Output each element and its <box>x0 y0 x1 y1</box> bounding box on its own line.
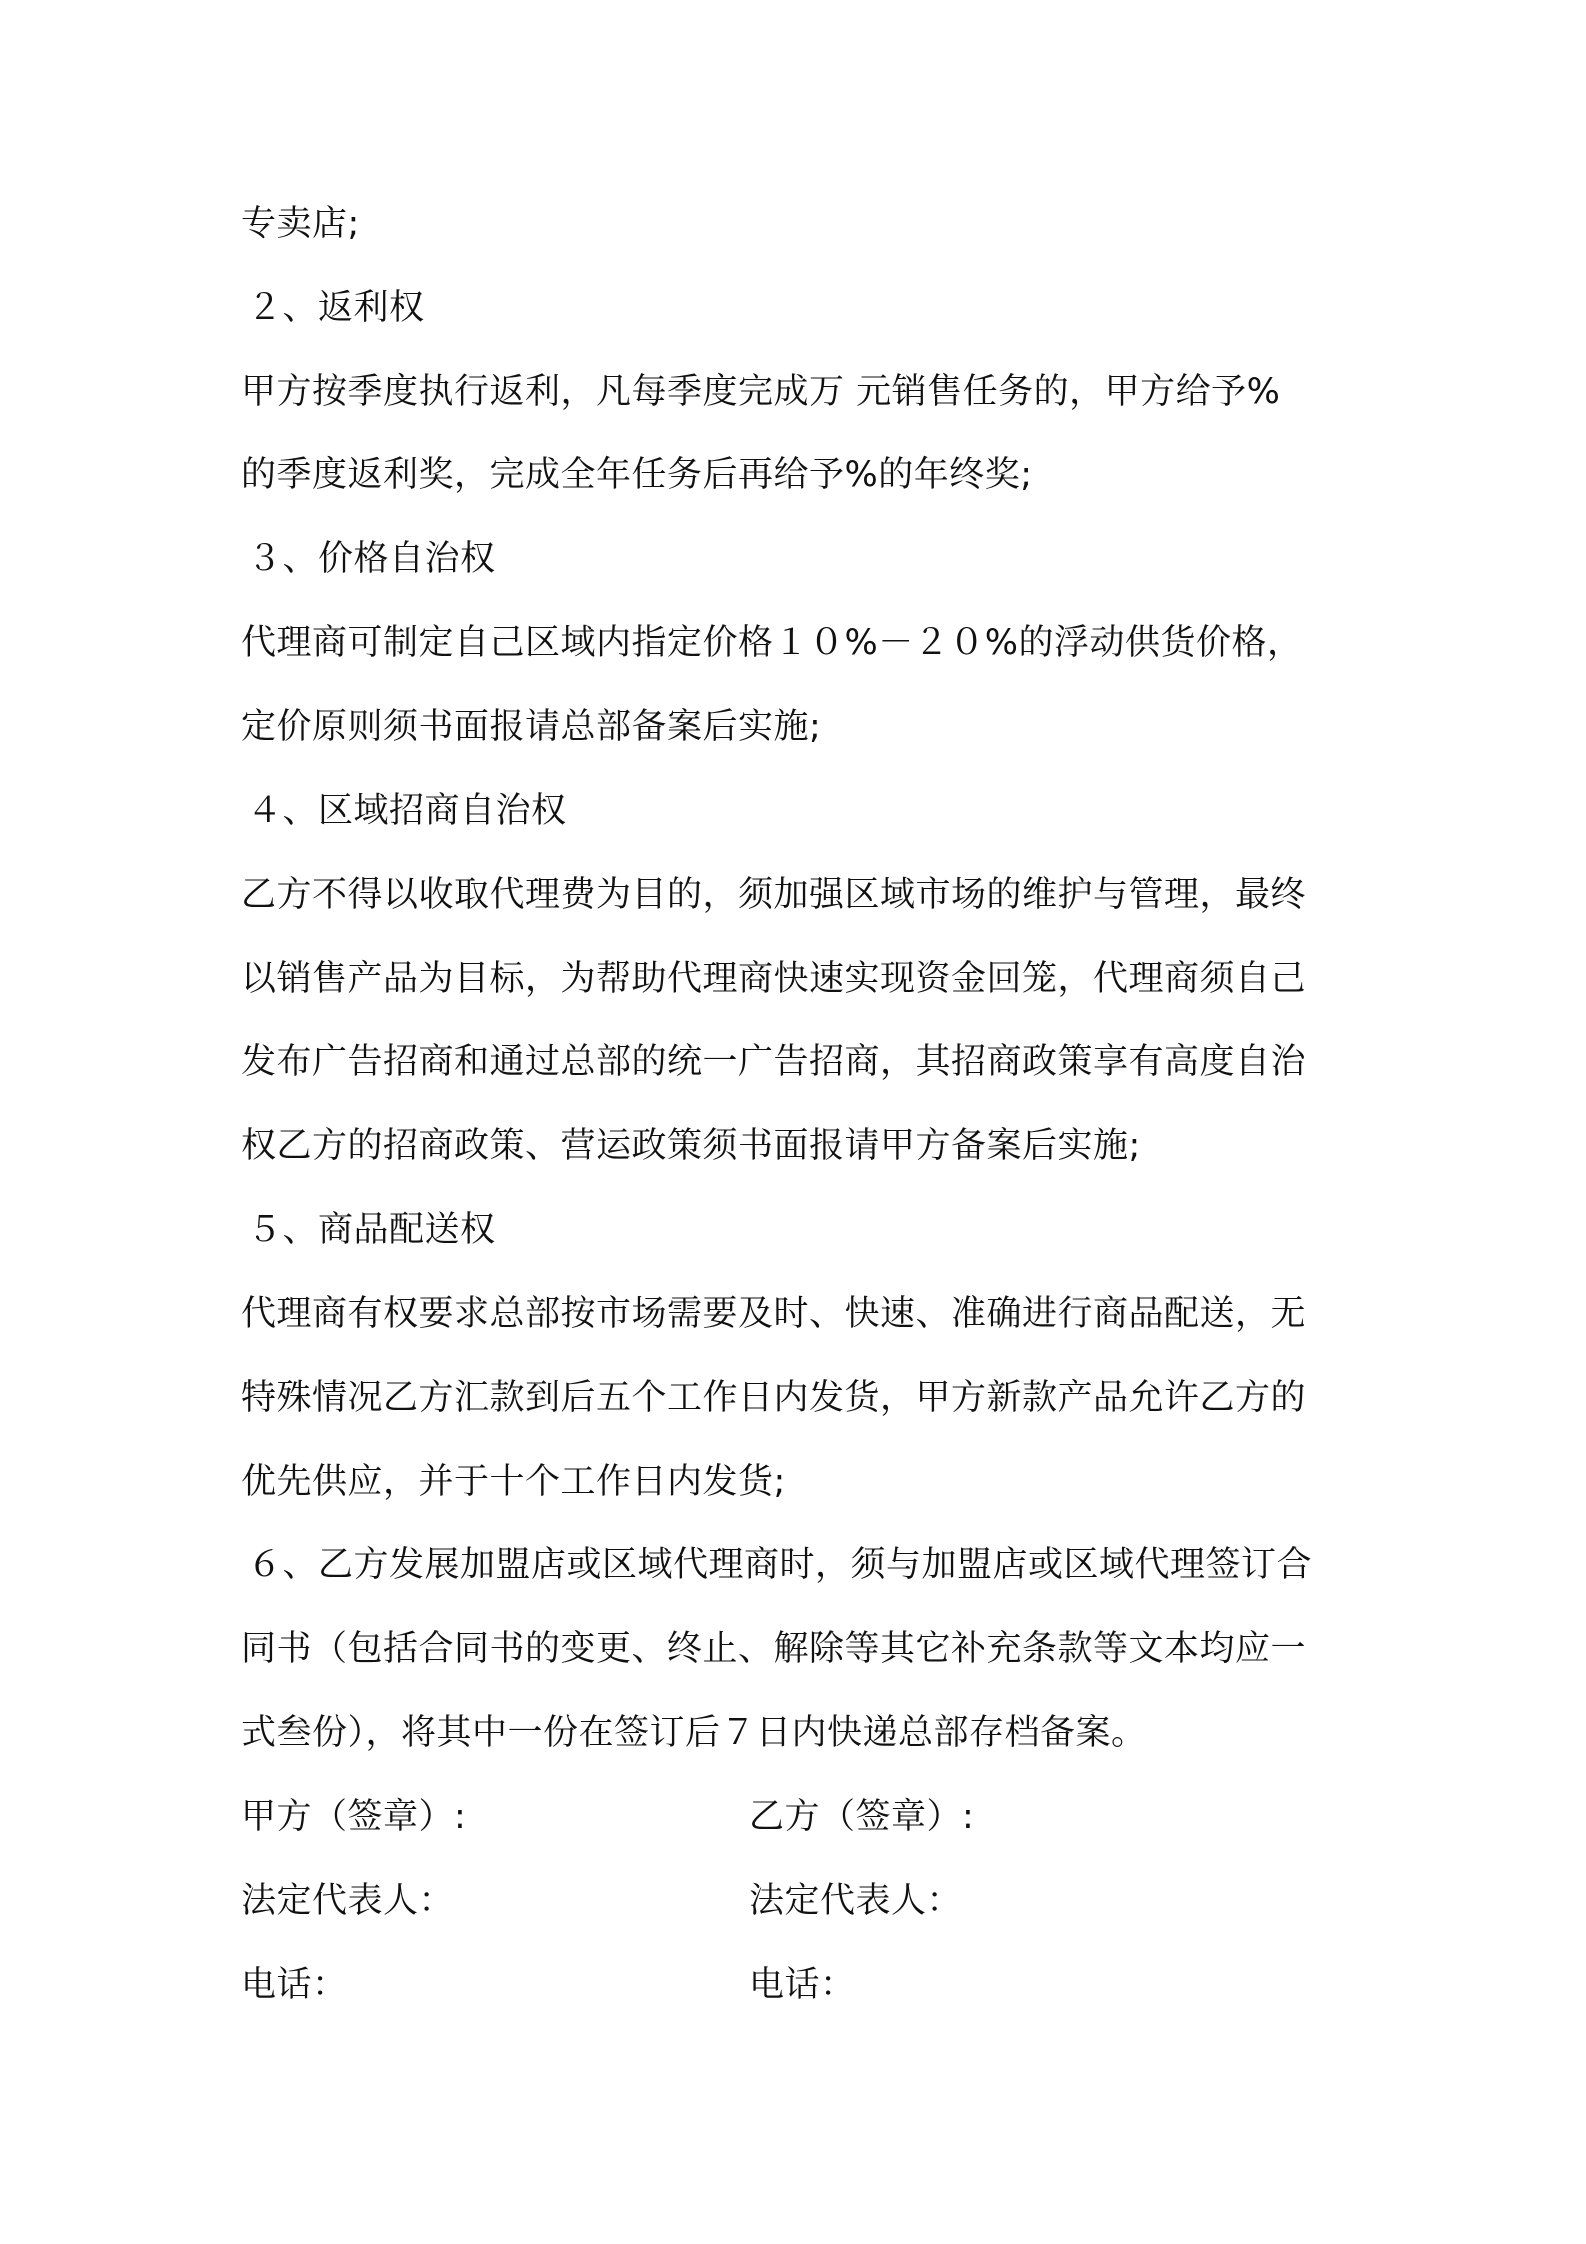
section-heading-rebate: ２、返利权 <box>247 288 425 328</box>
section-heading-delivery: ５、商品配送权 <box>247 1210 496 1250</box>
paragraph-line-item6: ６、乙方发展加盟店或区域代理商时，须与加盟店或区域代理签订合 <box>247 1545 1313 1585</box>
paragraph-line: 乙方不得以收取代理费为目的，须加强区域市场的维护与管理，最终 <box>241 875 1307 915</box>
paragraph-line: 优先供应，并于十个工作日内发货; <box>241 1462 786 1502</box>
party-b-phone-label: 电话： <box>749 1965 856 2005</box>
party-b-seal-label: 乙方（签章）: <box>749 1797 975 1837</box>
paragraph-line: 特殊情况乙方汇款到后五个工作日内发货，甲方新款产品允许乙方的 <box>241 1378 1307 1418</box>
paragraph-line: 发布广告招商和通过总部的统一广告招商，其招商政策享有高度自治 <box>241 1042 1307 1082</box>
paragraph-line: 权乙方的招商政策、营运政策须书面报请甲方备案后实施; <box>241 1126 1141 1166</box>
party-a-seal-label: 甲方（签章）: <box>241 1797 467 1837</box>
paragraph-line: 以销售产品为目标，为帮助代理商快速实现资金回笼，代理商须自己 <box>241 959 1307 999</box>
paragraph-line: 定价原则须书面报请总部备案后实施; <box>241 707 822 747</box>
paragraph-line: 甲方按季度执行返利，凡每季度完成万 元销售任务的，甲方给予% <box>241 372 1281 412</box>
section-heading-price-autonomy: ３、价格自治权 <box>247 539 496 579</box>
intro-line: 专卖店; <box>241 204 360 244</box>
party-a-phone-label: 电话： <box>241 1965 348 2005</box>
paragraph-line: 式叁份），将其中一份在签订后７日内快递总部存档备案。 <box>241 1713 1147 1753</box>
party-b-representative-label: 法定代表人： <box>749 1881 963 1921</box>
paragraph-line: 代理商可制定自己区域内指定价格１０%－２０%的浮动供货价格， <box>241 623 1303 663</box>
paragraph-line: 同书（包括合同书的变更、终止、解除等其它补充条款等文本均应一 <box>241 1629 1307 1669</box>
paragraph-line: 代理商有权要求总部按市场需要及时、快速、准确进行商品配送，无 <box>241 1294 1307 1334</box>
paragraph-line: 的季度返利奖，完成全年任务后再给予%的年终奖; <box>241 455 1033 495</box>
section-heading-regional-recruitment: ４、区域招商自治权 <box>247 791 567 831</box>
party-a-representative-label: 法定代表人： <box>241 1881 455 1921</box>
